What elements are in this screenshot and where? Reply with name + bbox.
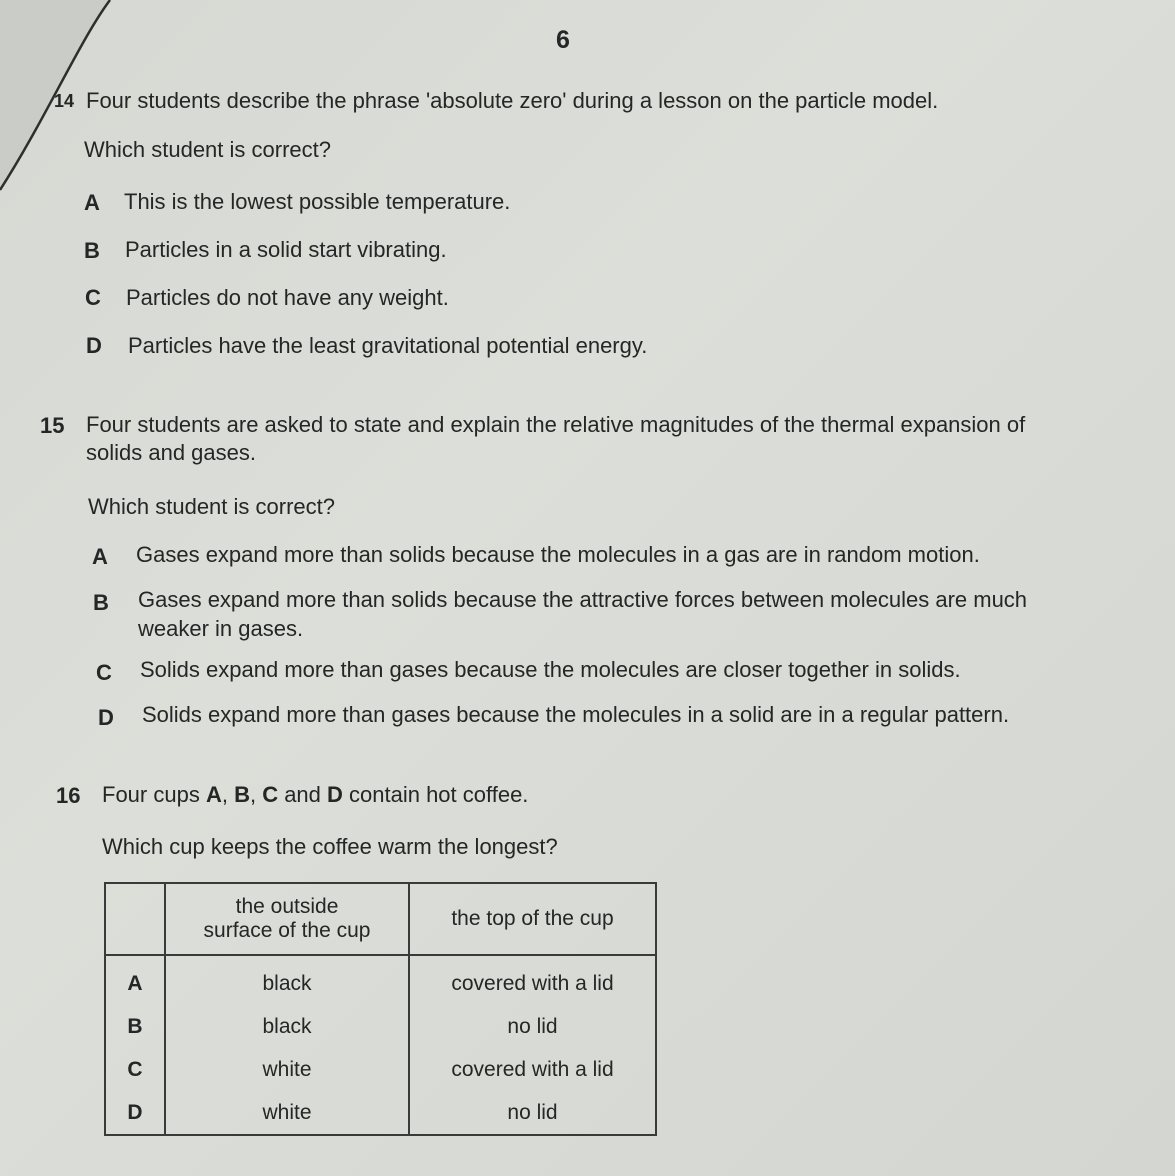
question-stem-continued: solids and gases. bbox=[86, 440, 256, 465]
row-letter: A bbox=[105, 955, 165, 1005]
table-header-top: the top of the cup bbox=[409, 883, 656, 955]
option-text: Solids expand more than gases because the molecules are closer together in solids. bbox=[140, 657, 961, 682]
cups-table bbox=[104, 882, 657, 1136]
option-text: Gases expand more than solids because the attractive forces between molecules are much bbox=[138, 587, 1028, 612]
table-row bbox=[105, 955, 656, 1005]
option-letter: A bbox=[92, 544, 108, 569]
question-number: 16 bbox=[56, 783, 81, 808]
question-number: 14 bbox=[54, 91, 75, 111]
row-top: covered with a lid bbox=[409, 955, 656, 1005]
option-text: This is the lowest possible temperature. bbox=[124, 189, 511, 214]
option-letter: B bbox=[84, 238, 100, 263]
table-row bbox=[105, 1005, 656, 1048]
option-letter: D bbox=[86, 333, 102, 358]
row-letter: B bbox=[105, 1005, 165, 1048]
option-letter: C bbox=[96, 660, 112, 685]
question-stem: Four cups A, B, C and D contain hot coffee. bbox=[102, 782, 529, 807]
option-text: Particles do not have any weight. bbox=[126, 285, 449, 310]
question-prompt: Which student is correct? bbox=[88, 494, 335, 519]
table-header-surface: the outside surface of the cup bbox=[165, 883, 409, 955]
option-text-continued: weaker in gases. bbox=[138, 616, 304, 641]
question-stem: Four students are asked to state and explain the relative magnitudes of the thermal expansion of bbox=[86, 412, 1026, 437]
question-prompt: Which cup keeps the coffee warm the longest? bbox=[102, 834, 558, 859]
option-letter: D bbox=[98, 705, 114, 730]
row-surface: white bbox=[165, 1048, 409, 1091]
table-header-row bbox=[105, 883, 656, 955]
table-header-blank bbox=[105, 883, 165, 955]
page-number: 6 bbox=[556, 26, 570, 54]
row-top: no lid bbox=[409, 1005, 656, 1048]
table-row bbox=[105, 1091, 656, 1135]
row-surface: white bbox=[165, 1091, 409, 1135]
option-letter: C bbox=[85, 285, 101, 310]
row-top: no lid bbox=[409, 1091, 656, 1135]
row-surface: black bbox=[165, 1005, 409, 1048]
row-top: covered with a lid bbox=[409, 1048, 656, 1091]
row-letter: C bbox=[105, 1048, 165, 1091]
option-text: Particles have the least gravitational potential energy. bbox=[128, 333, 648, 358]
question-stem: Four students describe the phrase 'absolute zero' during a lesson on the particle model. bbox=[86, 88, 939, 113]
option-text: Gases expand more than solids because the molecules in a gas are in random motion. bbox=[136, 542, 980, 567]
table-row bbox=[105, 1048, 656, 1091]
option-letter: B bbox=[93, 590, 109, 615]
question-number: 15 bbox=[40, 413, 65, 438]
row-letter: D bbox=[105, 1091, 165, 1135]
option-text: Particles in a solid start vibrating. bbox=[125, 237, 447, 262]
row-surface: black bbox=[165, 955, 409, 1005]
option-text: Solids expand more than gases because the molecules in a solid are in a regular pattern. bbox=[142, 702, 1010, 727]
question-prompt: Which student is correct? bbox=[84, 137, 331, 162]
option-letter: A bbox=[84, 190, 100, 215]
